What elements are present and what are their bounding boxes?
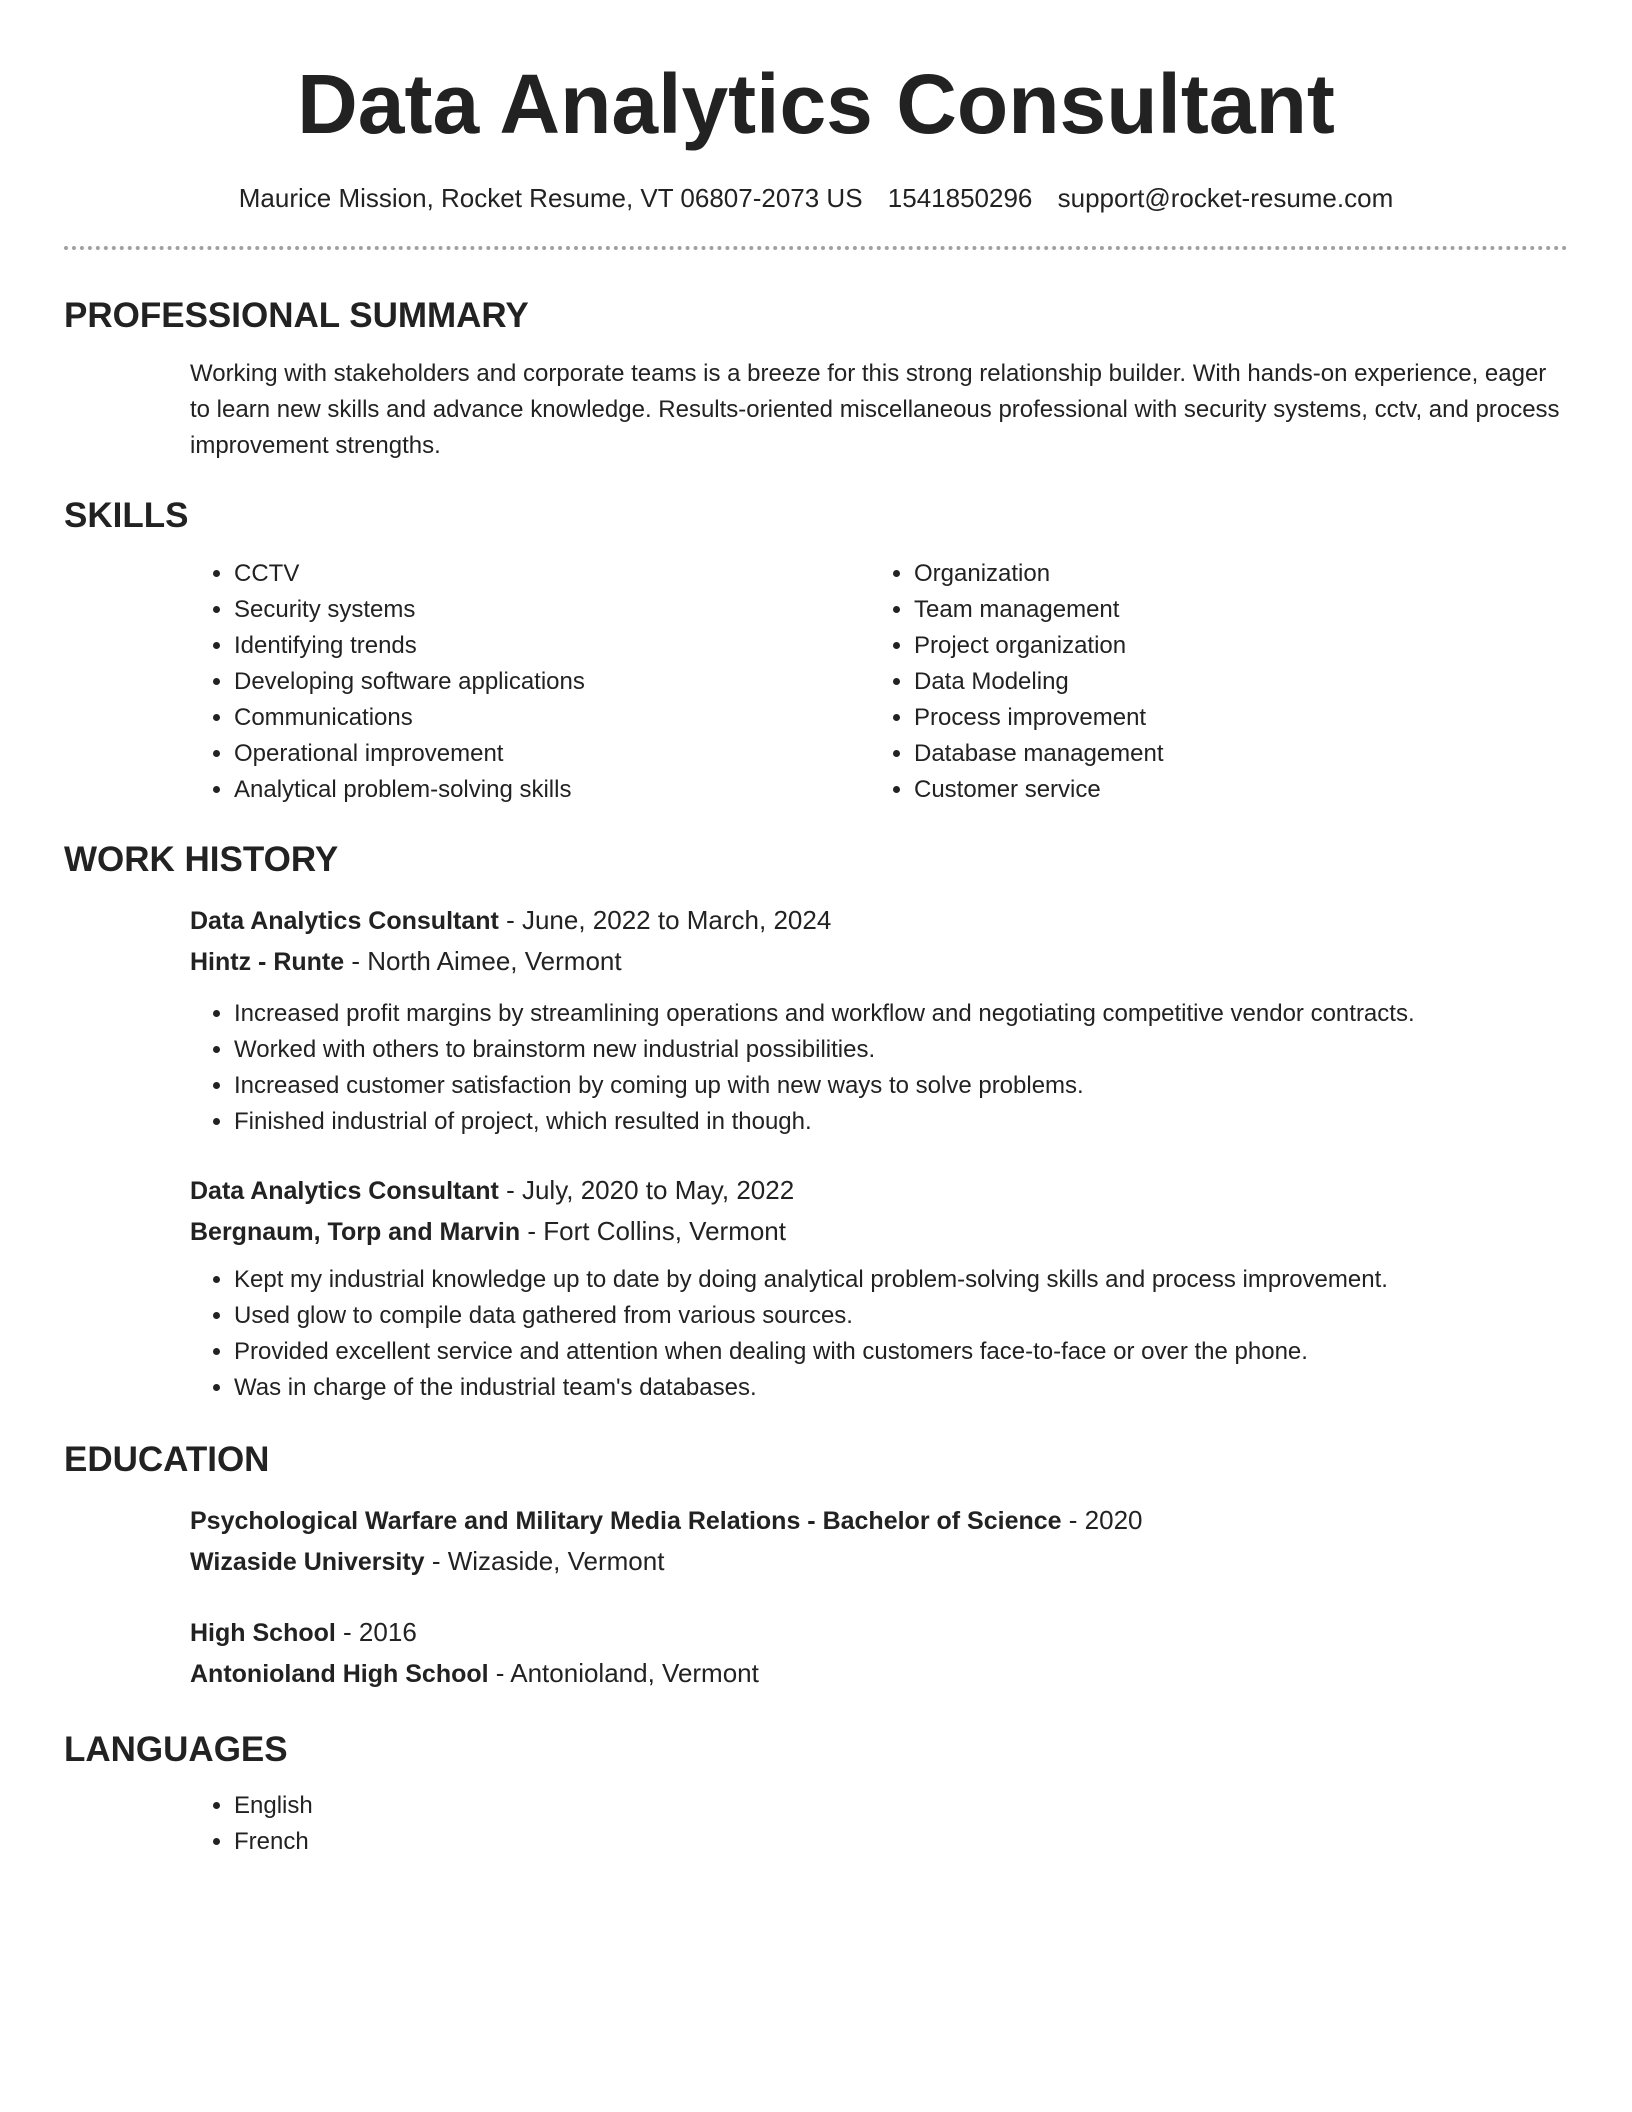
languages-section (64, 1728, 1568, 1860)
skill-item: • Customer service (914, 772, 1550, 808)
degree-line (190, 1612, 1568, 1653)
summary-heading: PROFESSIONAL SUMMARY (64, 296, 529, 335)
job-bullet: • Provided excellent service and attention when dealing with customers face-to-face or over the phone. (234, 1334, 1568, 1370)
skills-column-right (870, 556, 1550, 808)
job-dates: - July, 2020 to May, 2022 (498, 1175, 795, 1205)
job-role: Data Analytics Consultant (190, 907, 499, 935)
skills-section (64, 494, 1568, 808)
contact-phone: 1541850296 (887, 183, 1033, 213)
school: Antonioland High School (190, 1660, 489, 1688)
degree-line (190, 1500, 1568, 1541)
job-location: - North Aimee, Vermont (344, 946, 622, 976)
job-entry (190, 900, 1568, 1140)
education-heading: EDUCATION (64, 1440, 270, 1479)
contact-line (64, 180, 1568, 216)
degree-year: - 2016 (335, 1617, 417, 1647)
language-item: • French (234, 1824, 1568, 1860)
languages-heading: LANGUAGES (64, 1730, 288, 1769)
degree: High School (190, 1619, 336, 1647)
work-history-section (64, 838, 1568, 1406)
education-section (64, 1438, 1568, 1694)
candidate-name: Data Analytics Consultant (297, 57, 1335, 151)
skill-item: • Identifying trends (234, 628, 870, 664)
skills-heading: SKILLS (64, 496, 189, 535)
header-divider (64, 246, 1568, 250)
skill-item: • Operational improvement (234, 736, 870, 772)
skill-item: • Data Modeling (914, 664, 1550, 700)
summary-text: Working with stakeholders and corporate teams is a breeze for this strong relationship builder. With hands-on experience, eager to learn new skills and advance knowledge. Results-oriented miscellaneous professional with security systems, cctv, and process improvement strengths. (190, 360, 1560, 459)
job-title-line (190, 900, 1568, 941)
skill-item: • Communications (234, 700, 870, 736)
skill-item: • Developing software applications (234, 664, 870, 700)
skill-item: • Database management (914, 736, 1550, 772)
degree: Psychological Warfare and Military Media Relations - Bachelor of Science (190, 1507, 1062, 1535)
school-line (190, 1541, 1568, 1582)
school: Wizaside University (190, 1548, 425, 1576)
job-company: Bergnaum, Torp and Marvin (190, 1218, 521, 1246)
contact-email[interactable]: support@rocket-resume.com (1057, 183, 1394, 213)
education-entry (190, 1500, 1568, 1582)
language-item: • English (234, 1788, 1568, 1824)
skill-item: • Project organization (914, 628, 1550, 664)
degree-year: - 2020 (1061, 1505, 1143, 1535)
job-title-line (190, 1170, 1568, 1211)
work-history-heading: WORK HISTORY (64, 840, 339, 879)
job-dates: - June, 2022 to March, 2024 (498, 905, 832, 935)
job-bullet: • Used glow to compile data gathered from various sources. (234, 1298, 1568, 1334)
skill-item: • Security systems (234, 592, 870, 628)
job-role: Data Analytics Consultant (190, 1177, 499, 1205)
job-location: - Fort Collins, Vermont (520, 1216, 786, 1246)
skill-item: • Analytical problem-solving skills (234, 772, 870, 808)
job-company: Hintz - Runte (190, 948, 345, 976)
school-location: - Wizaside, Vermont (424, 1546, 665, 1576)
skills-column-left (190, 556, 870, 808)
job-company-line (190, 1211, 1568, 1252)
contact-address: Maurice Mission, Rocket Resume, VT 06807-2073 US (238, 183, 863, 213)
job-bullet: • Increased customer satisfaction by coming up with new ways to solve problems. (234, 1068, 1568, 1104)
school-line (190, 1653, 1568, 1694)
job-bullet: • Was in charge of the industrial team's databases. (234, 1370, 1568, 1406)
skill-item: • Organization (914, 556, 1550, 592)
job-entry (190, 1170, 1568, 1406)
job-bullet: • Finished industrial of project, which resulted in though. (234, 1104, 1568, 1140)
skill-item: • CCTV (234, 556, 870, 592)
school-location: - Antonioland, Vermont (488, 1658, 759, 1688)
summary-section (64, 294, 1568, 464)
skill-item: • Process improvement (914, 700, 1550, 736)
job-company-line (190, 941, 1568, 982)
job-bullet: • Increased profit margins by streamlining operations and workflow and negotiating competitive vendor contracts. (234, 996, 1568, 1032)
education-entry (190, 1612, 1568, 1694)
skill-item: • Team management (914, 592, 1550, 628)
job-bullet: • Worked with others to brainstorm new industrial possibilities. (234, 1032, 1568, 1068)
job-bullet: • Kept my industrial knowledge up to date by doing analytical problem-solving skills and process improvement. (234, 1262, 1568, 1298)
